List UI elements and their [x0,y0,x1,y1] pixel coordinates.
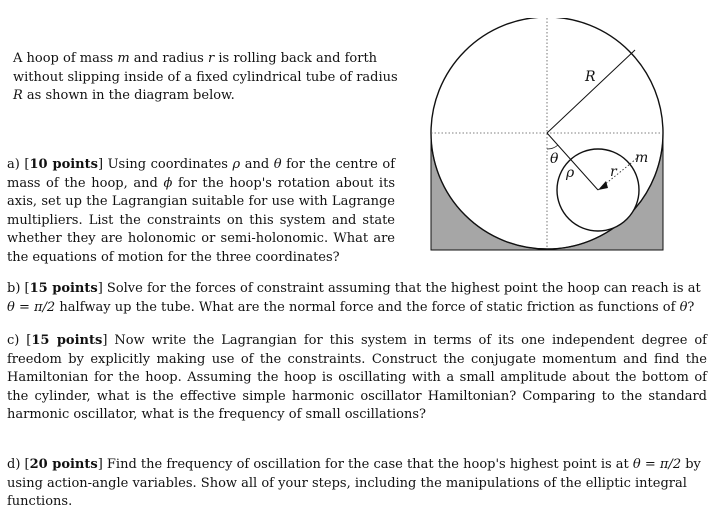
question-part-a [7,156,395,268]
theta-arc [547,145,558,149]
symbol-phi: ϕ [163,175,173,191]
question-text: for the hoop's rotation about its axis, set up the Lagrangian suitable for use with Lagrange multipliers. List the constraints on this system and state whether they are holonomic or semi-holonomic. What are the equations of motion for the three coordinates? [7,175,395,265]
question-text: ] Find the frequency of oscillation for the case that the hoop's highest point is at [97,457,633,472]
part-label: a) [ [7,157,30,172]
label-rho: ρ [566,165,575,181]
radius-R-line [547,50,635,133]
question-part-d [7,456,707,512]
points-value: 10 points [29,157,98,172]
label-m: m [635,150,649,166]
part-label: b) [ [7,281,30,296]
label-theta: θ [550,151,559,167]
question-text: halfway up the tube. What are the normal force and the force of static friction as functions of [55,299,680,315]
points-value: 15 points [31,333,103,348]
math-condition: θ = π/2 [632,457,682,472]
symbol-hoop-radius: r [208,51,215,66]
intro-text: is rolling back and forth without slipping inside of a fixed cylindrical tube of radius [13,51,398,85]
problem-intro [13,50,403,106]
hoop-in-tube-diagram [425,18,670,258]
question-part-b [7,280,707,317]
label-R: R [585,69,596,85]
symbol-theta: θ [679,299,688,315]
symbol-rho: ρ [232,157,241,172]
symbol-theta: θ [273,157,282,172]
question-text: ] Using coordinates [97,157,233,172]
question-text: ] Now write the Lagrangian for this system in terms of its one independent degree of freedom by explicitly making use of the constraints. Construct the conjugate momentum and find the Hamiltonian for the hoop. Assuming the hoop is oscillating with a small amplitude about the bottom of the cylinder, what is the effective simple harmonic oscillator Hamiltonian? Comparing to the standard harmonic oscillator, what is the frequency of small oscillations? [7,333,707,423]
part-label: c) [ [7,333,32,348]
label-r: r [610,164,617,180]
question-text: ] Solve for the forces of constraint assuming that the highest point the hoop can reach is at [97,281,701,296]
math-condition: θ = π/2 [7,299,56,315]
intro-text: and radius [129,51,208,66]
question-text: by using action-angle variables. Show all of your steps, including the manipulations of the elliptic integral functions. [7,457,701,510]
part-label: d) [ [7,457,30,472]
question-part-c [7,332,707,425]
question-text: ? [687,299,695,315]
intro-text: A hoop of mass [13,51,118,66]
symbol-mass: m [117,51,130,66]
question-text: for the centre of mass of the hoop, and [7,157,396,191]
intro-text: as shown in the diagram below. [22,88,235,104]
points-value: 15 points [29,281,98,296]
question-text: and [240,157,274,172]
symbol-tube-radius: R [13,88,23,104]
points-value: 20 points [29,457,98,472]
